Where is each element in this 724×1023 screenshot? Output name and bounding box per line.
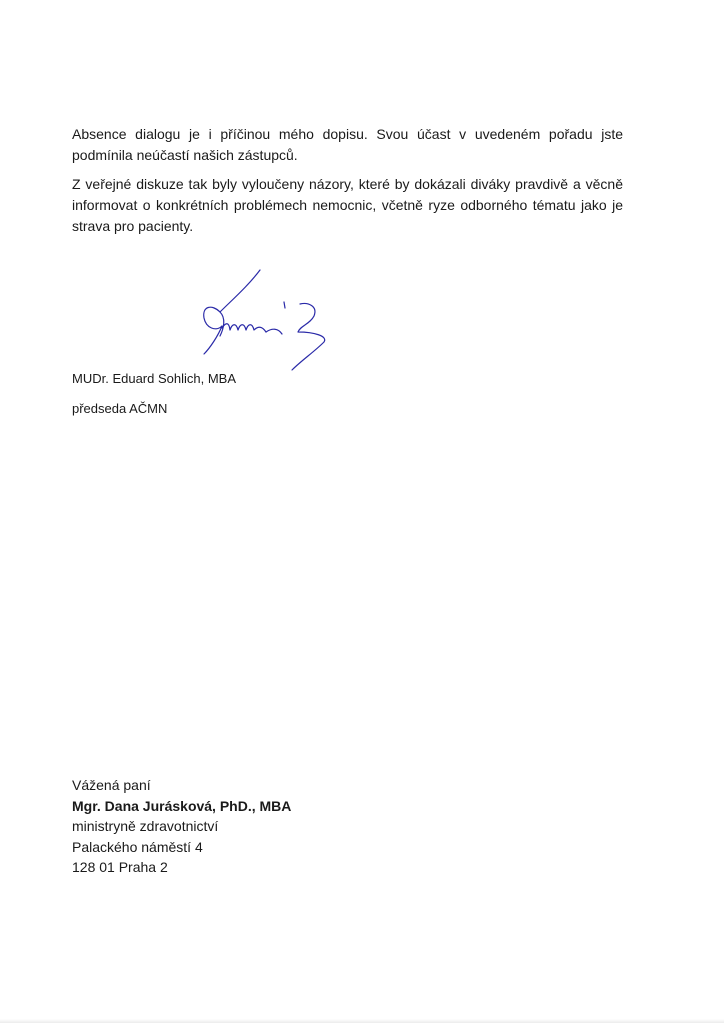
recipient-salutation: Vážená paní — [72, 777, 151, 793]
recipient-name: Mgr. Dana Jurásková, PhD., MBA — [72, 797, 292, 814]
recipient-street: Palackého náměstí 4 — [72, 838, 203, 855]
recipient-city: 128 01 Praha 2 — [72, 859, 168, 875]
scan-edge — [0, 1019, 724, 1023]
body-paragraph: Absence dialogu je i příčinou mého dopisu. Svou účast v uvedeném pořadu jste podmínila neúčastí našich zástupců. — [72, 126, 623, 163]
signer-name: MUDr. Eduard Sohlich, MBA — [72, 371, 237, 386]
recipient-position: ministryně zdravotnictví — [72, 818, 219, 834]
body-paragraph: Z veřejné diskuze tak byly vyloučeny názory, které by dokázali diváky pravdivě a věcně informovat o konkrétních problémech nemocnic, včetně ryze odborného tématu jako je strava pro pacienty. — [72, 176, 623, 234]
signer-title: předseda AČMN — [72, 401, 168, 416]
recipient-address-block — [72, 775, 291, 878]
handwritten-signature — [196, 266, 336, 378]
